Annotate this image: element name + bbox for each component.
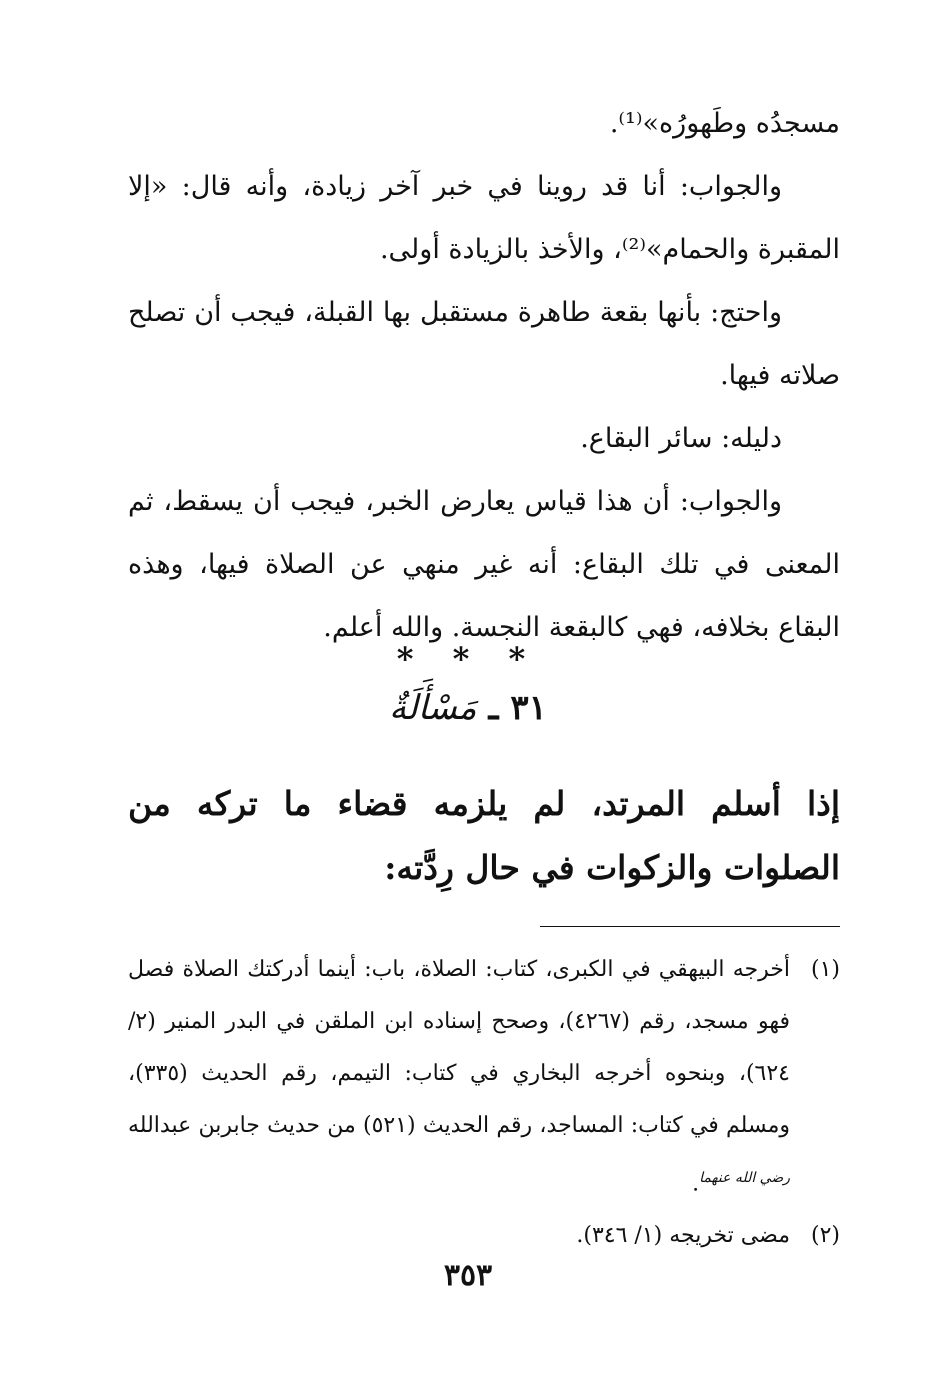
paragraph-4: دليله: سائر البقاع.	[580, 423, 782, 454]
footnote-text: أخرجه البيهقي في الكبرى، كتاب: الصلاة، باب: أينما أدركتك الصلاة فصل فهو مسجد، رقم (٤٢٦٧)، وصحح إسناده ابن الملقن في البدر المنير (٢/ ٦٢٤)، وبنحوه أخرجه البخاري في كتاب: التيمم، رقم الحديث (٣٣٥)، ومسلم في كتاب: المساجد، رقم الحديث (٥٢١) من حديث جابربن عبدالله	[128, 957, 790, 1138]
footnote-text: مضى تخريجه (١/ ٣٤٦).	[576, 1223, 790, 1249]
footnote-number: (١)	[810, 957, 840, 982]
footnote-divider	[540, 926, 840, 927]
section-heading	[0, 688, 936, 728]
section-number: ٣١ ـ	[488, 688, 547, 728]
footnote-2	[128, 1210, 840, 1262]
honorific-glyph: رضي الله عنهما	[699, 1170, 790, 1186]
paragraph-5: والجواب: أن هذا قياس يعارض الخبر، فيجب أن يسقط، ثم المعنى في تلك البقاع: أنه غير منهي عن الصلاة فيها، وهذه البقاع بخلافه، فهي كالبقعة النجسة. والله أعلم.	[128, 486, 840, 643]
main-text	[128, 92, 840, 659]
footnotes	[128, 944, 840, 1262]
section-label: مَسْأَلَةٌ	[389, 688, 477, 728]
footnote-end: .	[692, 1171, 700, 1197]
paragraph-1: مسجدُه وطَهورُه»⁽¹⁾.	[609, 108, 840, 139]
page-number: ٣٥٣	[443, 1258, 493, 1293]
paragraph-2: والجواب: أنا قد روينا في خبر آخر زيادة، وأنه قال: «إلا المقبرة والحمام»⁽²⁾، والأخذ بالزيادة أولى.	[128, 171, 840, 265]
section-separator: * * *	[396, 640, 540, 678]
footnote-number: (٢)	[810, 1223, 840, 1249]
issue-headline: إذا أسلم المرتد، لم يلزمه قضاء ما تركه من الصلوات والزكوات في حال رِدَّته:	[128, 784, 840, 887]
footnote-1	[128, 944, 840, 1210]
paragraph-3: واحتج: بأنها بقعة طاهرة مستقبل بها القبلة، فيجب أن تصلح صلاته فيها.	[128, 297, 840, 391]
